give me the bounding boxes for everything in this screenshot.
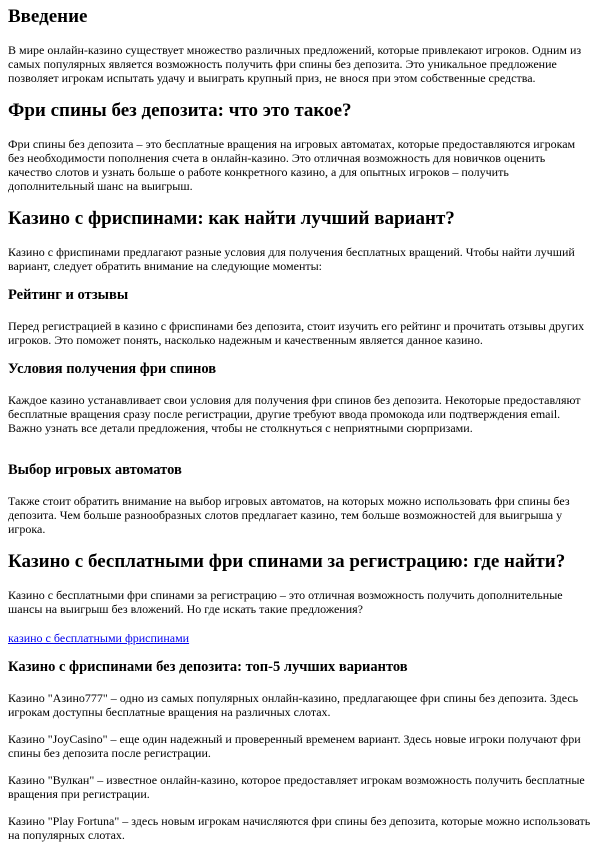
link-line [8,631,592,645]
conditions-heading: Условия получения фри спинов [8,361,217,377]
top5-item-vulkan: Казино "Вулкан" – известное онлайн-казино, которое предоставляет игрокам возможность получить бесплатные вращения при регистрации. [8,773,585,801]
free-spins-casino-link[interactable]: казино с бесплатными фриспинами [8,631,190,645]
rating-heading: Рейтинг и отзывы [8,287,129,303]
registration-heading: Казино с бесплатными фри спинами за регистрацию: где найти? [8,551,566,572]
top5-item-joycasino: Казино "JoyCasino" – еще один надежный и проверенный временем вариант. Здесь новые игроки получают фри спины без депозита после регистрации. [8,732,581,760]
rating-paragraph: Перед регистрацией в казино с фриспинами без депозита, стоит изучить его рейтинг и прочитать отзывы других игроков. Это поможет понять, насколько надежным и качественным является данное казино. [8,319,585,347]
top5-item-play-fortuna: Казино "Play Fortuna" – здесь новым игрокам начисляются фри спины без депозита, которые можно использовать на популярных слотах. [8,814,591,842]
find-best-heading: Казино с фриспинами: как найти лучший вариант? [8,208,455,229]
what-is-paragraph: Фри спины без депозита – это бесплатные вращения на игровых автоматах, которые предоставляются игрокам без необходимости пополнения счета в онлайн-казино. Это отличная возможность для новичков оценить качество слотов и узнать больше о работе конкретного казино, а для опытных игроков – получить дополнительный шанс на выигрыш. [8,137,576,193]
slots-heading: Выбор игровых автоматов [8,462,182,478]
find-best-paragraph: Казино с фриспинами предлагают разные условия для получения бесплатных вращений. Чтобы найти лучший вариант, следует обратить внимание на следующие моменты: [8,245,575,273]
intro-heading: Введение [8,6,88,27]
top5-heading: Казино с фриспинами без депозита: топ-5 лучших вариантов [8,659,408,675]
registration-paragraph: Казино с бесплатными фри спинами за регистрацию – это отличная возможность получить дополнительные шансы на выигрыш без вложений. Но где искать такие предложения? [8,588,563,616]
top5-item-azino: Казино "Азино777" – одно из самых популярных онлайн-казино, предлагающее фри спины без депозита. Здесь игрокам доступны бесплатные вращения на различных слотах. [8,691,579,719]
intro-paragraph: В мире онлайн-казино существует множество различных предложений, которые привлекают игроков. Одним из самых популярных является возможность получить фри спины без депозита. Это уникальное предложение позволяет игрокам испытать удачу и выиграть крупный приз, не внося при этом собственные средства. [8,43,582,85]
conditions-paragraph: Каждое казино устанавливает свои условия для получения фри спинов без депозита. Некоторые предоставляют бесплатные вращения сразу после регистрации, другие требуют ввода промокода или подтверждения email. Важно узнать все детали предложения, чтобы не столкнуться с неприятными сюрпризами. [8,393,581,435]
slots-paragraph: Также стоит обратить внимание на выбор игровых автоматов, на которых можно использовать фри спины без депозита. Чем больше разнообразных слотов предлагает казино, тем больше возможностей для выигрыша у игрока. [8,494,570,536]
what-is-heading: Фри спины без депозита: что это такое? [8,100,352,121]
